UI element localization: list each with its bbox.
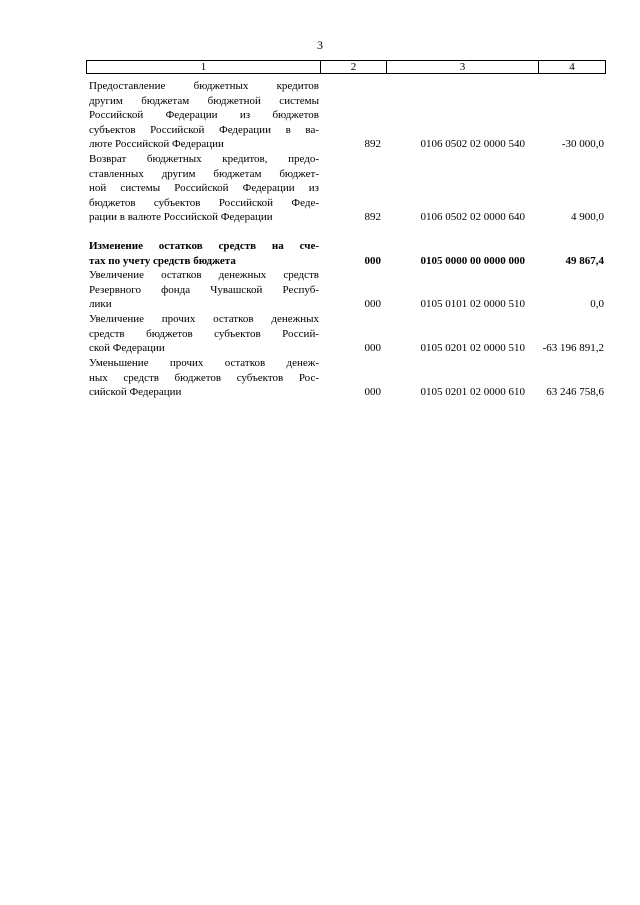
row-amount: -30 000,0 [561,138,604,151]
row-budget-code: 0106 0502 02 0000 540 [420,138,525,151]
page-number: 3 [317,38,323,52]
description-line: рации в валюте Российской Федерации [89,211,273,224]
row-amount: 4 900,0 [571,211,604,224]
row-amount: 63 246 758,6 [546,386,604,399]
description-line: Увеличение остатков денежных средств [89,269,319,281]
description-line: ной системы Российской Федерации из [89,182,319,195]
description-line: средств бюджетов субъектов Россий- [89,327,319,340]
row-budget-code: 0106 0502 02 0000 640 [420,211,525,224]
description-line: ской Федерации [89,342,165,355]
row-budget-code: 0105 0201 02 0000 610 [420,386,525,399]
table-header [86,60,606,74]
row-amount: 49 867,4 [565,254,604,267]
header-col-4: 4 [569,61,575,73]
row-budget-code: 0105 0000 00 0000 000 [420,254,525,267]
description-line: бюджетов субъектов Российской Феде- [89,196,319,209]
row-admin-code: 000 [364,254,381,267]
row-description [89,356,319,400]
description-line: тах по учету средств бюджета [89,254,236,267]
description-line: ных средств бюджетов субъектов Рос- [89,371,319,384]
row-admin-code: 000 [364,342,381,355]
row-amount: -63 196 891,2 [542,342,604,355]
header-col-2: 2 [321,61,387,73]
row-description [89,152,319,225]
row-admin-code: 000 [364,298,381,311]
row-amount: 0,0 [590,298,604,311]
description-line: Изменение остатков средств на сче- [89,240,319,252]
description-line: другим бюджетам бюджетной системы [89,94,319,107]
description-line: ставленных другим бюджетам бюджет- [89,167,319,180]
header-col-1: 1 [87,61,321,73]
row-admin-code: 892 [364,138,381,151]
description-line: люте Российской Федерации [89,138,224,151]
row-admin-code: 000 [364,386,381,399]
description-line: Предоставление бюджетных кредитов [89,80,319,92]
description-line: Резервного фонда Чувашской Респуб- [89,283,319,296]
row-description [89,312,319,356]
row-budget-code: 0105 0201 02 0000 510 [420,342,525,355]
row-description [89,79,319,152]
description-line: субъектов Российской Федерации в ва- [89,123,319,136]
description-line: Возврат бюджетных кредитов, предо- [89,153,319,165]
description-line: Уменьшение прочих остатков денеж- [89,357,319,369]
row-description [89,239,319,268]
description-line: сийской Федерации [89,386,182,399]
header-col-3: 3 [387,61,539,73]
row-admin-code: 892 [364,211,381,224]
description-line: лики [89,298,112,311]
description-line: Увеличение прочих остатков денежных [89,313,319,325]
row-budget-code: 0105 0101 02 0000 510 [420,298,525,311]
description-line: Российской Федерации из бюджетов [89,109,319,122]
row-description [89,268,319,312]
